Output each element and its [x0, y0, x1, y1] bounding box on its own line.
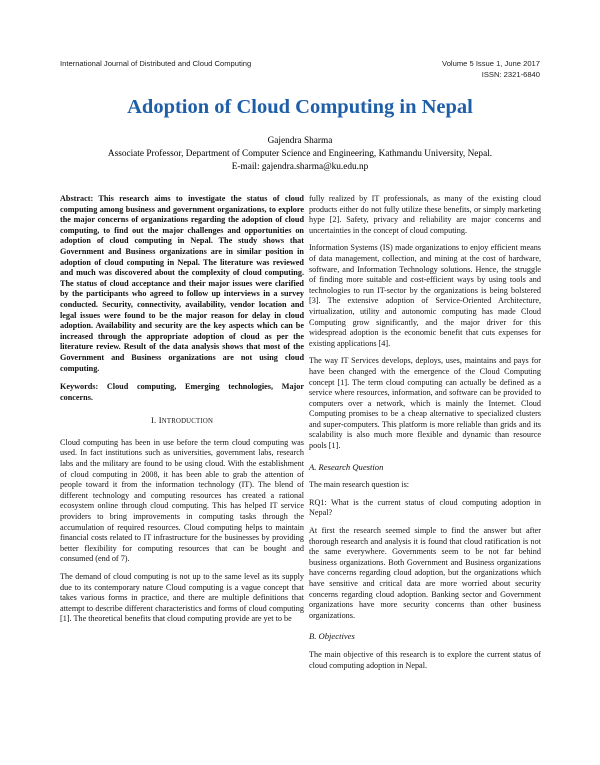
- body-paragraph: fully realized by IT professionals, as many of the existing cloud products either do not fully utilize these benefits, or simply marketing hype [2]. Safety, privacy and reliability are major concerns and uncertainties in the concept of cloud computing.: [309, 194, 541, 235]
- intro-paragraph: Cloud computing has been in use before the term cloud computing was used. In fact institutions such as universities, government labs, research labs and the military are found to be using cloud. With the establishment of cloud computing in 2008, it has been able to grab the attention of people toward it from the information technology (IT). The blend of different technology and computing resources has created a rational ecosystem online through cloud computing. This has helped IT service providers to bring improvements in computing tasks through the accumulation of required resources. Cloud computing helps to maintain financial costs related to IT infrastructure for the businesses by providing better flexibility for computing resources that can be bought and consumed (end of 7).: [60, 437, 304, 564]
- research-finding: At first the research seemed simple to find the answer but after thorough research and analysis it is found that cloud ratification is not the same everywhere. Governments seem to be not far behind business organizations. Both Government and Business organizations have concerns regarding cloud adoption, but the organizations which have sensitive and critical data are more worried about security concerns regarding cloud adoption. Banking sector and Government organizations have more security concerns than other business organizations.: [309, 526, 541, 620]
- right-column: [309, 194, 541, 678]
- section-title-rest: NTRODUCTION: [161, 418, 214, 426]
- intro-paragraph: The demand of cloud computing is not up to the same level as its supply due to its contemporary nature Cloud computing is a vague concept that takes various forms in practice, and there are multiple definitions that attempt to describe different characteristics and forms of cloud computing [1]. The theoretical benefits that cloud computing provide are yet to be: [60, 572, 304, 624]
- issn: ISSN: 2321-6840: [481, 70, 540, 79]
- research-question-rq1: RQ1: What is the current status of cloud computing adoption in Nepal?: [309, 497, 541, 518]
- author-email: E-mail: gajendra.sharma@ku.edu.np: [231, 162, 369, 172]
- paper-title: Adoption of Cloud Computing in Nepal: [127, 96, 473, 118]
- journal-name: International Journal of Distributed and Cloud Computing: [60, 59, 252, 68]
- abstract: Abstract: This research aims to investigate the status of cloud computing among business and government organizations, to explore the major concerns of organizations regarding the adoption of cloud computing, to find out the major challenges and opportunities on adoption of cloud computing in Nepal. The study shows that Government and Business organizations are in similar position in adoption of cloud computing in Nepal. The literature was reviewed and much was discovered about the complexity of cloud computing. The status of cloud acceptance and their major issues were clarified by the participants who agreed to follow up interviews in a survey conducted. Security, connectivity, availability, vendor location and legal issues were found to be the major reason for delay in cloud adoption. Availability and security are the key aspects which can be increased through the appropriate adoption of cloud as per the literature review. Result of the data analysis shows that most of the Government and Business organizations are not using cloud computing.: [60, 194, 304, 373]
- subsection-heading-research-question: A. Research Question: [309, 461, 384, 472]
- research-question-intro: The main research question is:: [309, 480, 410, 490]
- body-paragraph: Information Systems (IS) made organizations to enjoy efficient means of data management, collection, and mining at the cost of hardware, software, and Information Technology solutions. Hence, the struggle of finding more suitable and cost-efficient ways by using tools and technologies to run IT-sector by the organizations is being bolstered [3]. The extensive adoption of Service-Oriented Architecture, virtualization, utility and autonomic computing has made Cloud Computing grow significantly, and the major driver for this widespread adoption is the economic benefit that cuts expenses for existing applications [4].: [309, 243, 541, 348]
- author-name: Gajendra Sharma: [267, 136, 333, 146]
- keywords: Keywords: Cloud computing, Emerging technologies, Major concerns.: [60, 382, 304, 402]
- left-column: [60, 194, 304, 632]
- objectives-text: The main objective of this research is to explore the current status of cloud computing adoption in Nepal.: [309, 649, 541, 670]
- subsection-heading-objectives: B. Objectives: [309, 631, 355, 642]
- section-numeral: I. I: [150, 415, 162, 426]
- author-affiliation: Associate Professor, Department of Computer Science and Engineering, Kathmandu University, Nepal.: [107, 149, 493, 159]
- volume-issue: Volume 5 Issue 1, June 2017: [442, 59, 540, 68]
- section-heading-introduction: [60, 415, 304, 428]
- body-paragraph: The way IT Services develops, deploys, uses, maintains and pays for have been changed with the emergence of the Cloud Computing concept [1]. The term cloud computing can actually be defined as a service where resources, information, and software can be provided to computers over a network, which is mainly the Internet. Cloud Computing promises to be a cheap alternative to specialized clusters and super-computers. This platform is more reliable than grids and its scalability is also much more flexible and dynamic than resource pools [1].: [309, 356, 541, 451]
